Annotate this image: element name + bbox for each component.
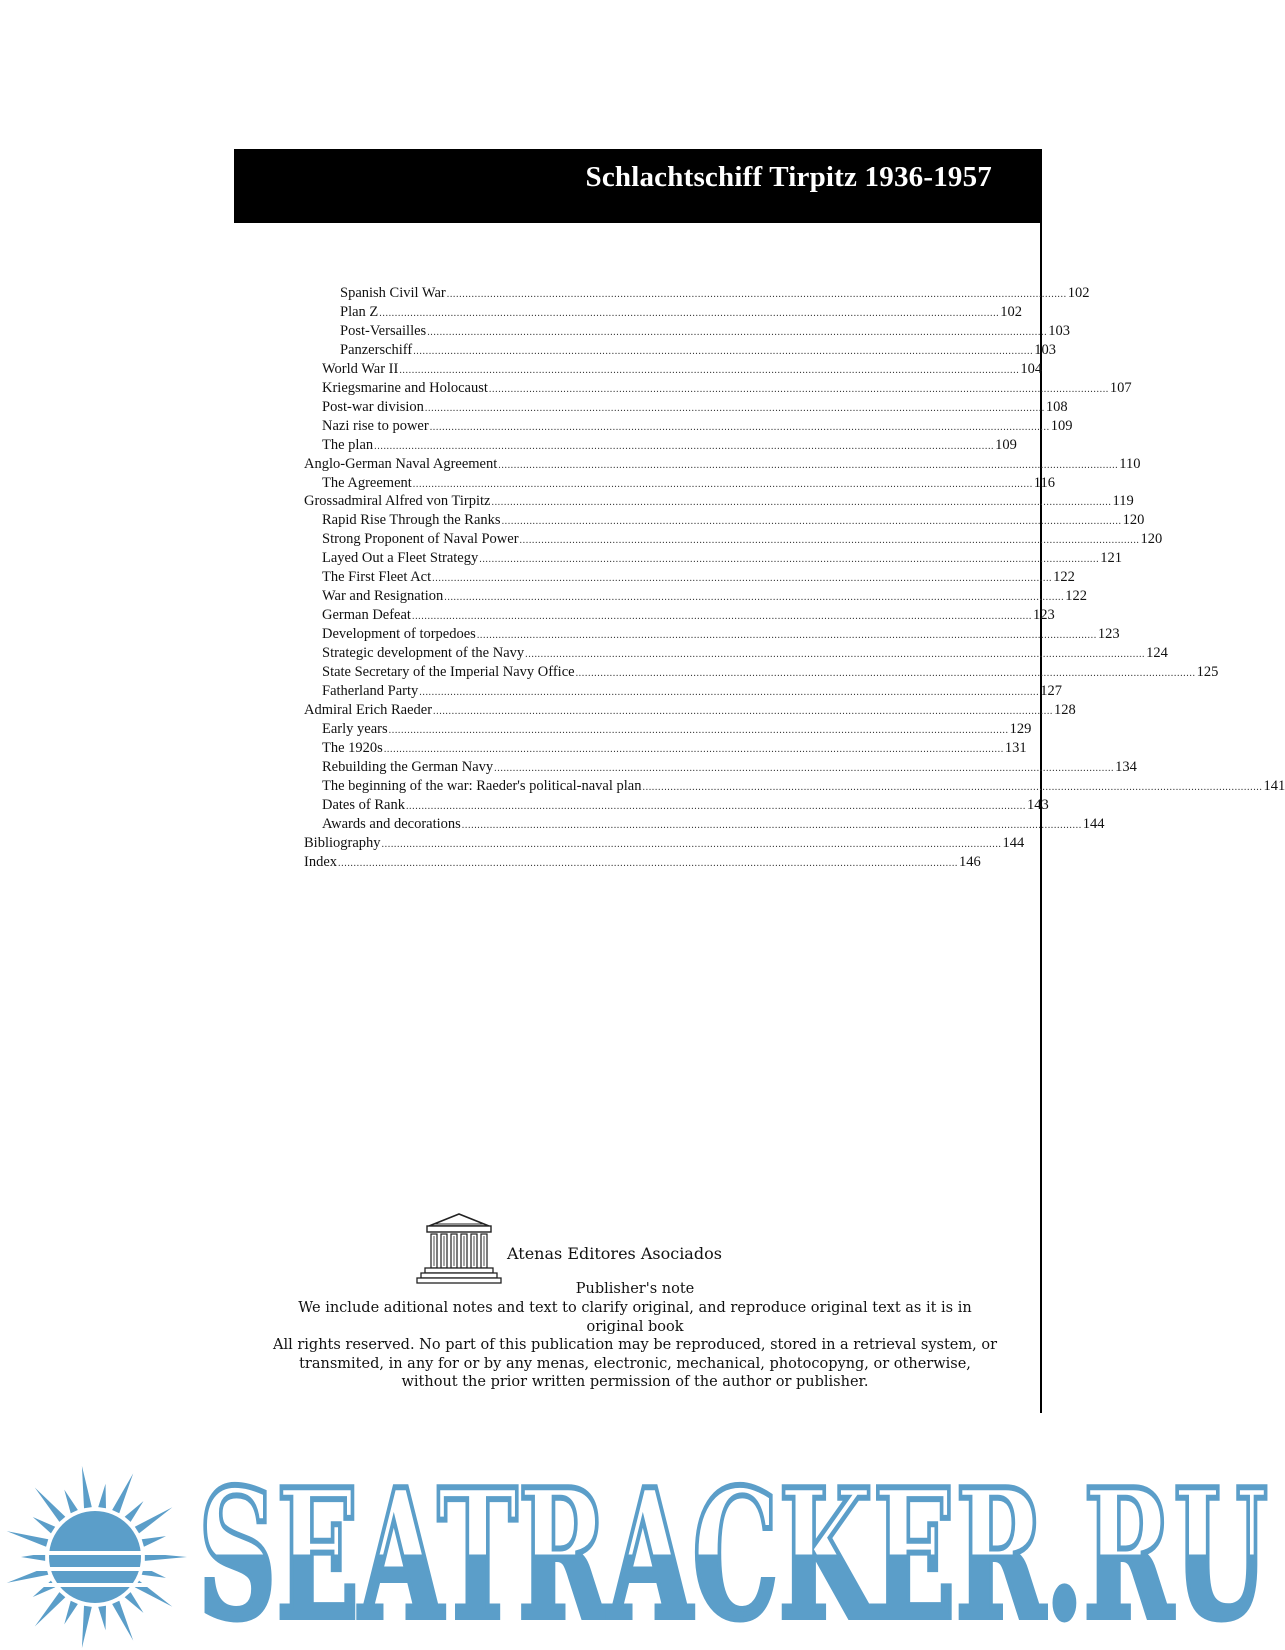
toc-entry-title: Dates of Rank bbox=[322, 796, 405, 813]
toc-entry-page: 128 bbox=[1054, 701, 1076, 718]
toc-entry-title: Strategic development of the Navy bbox=[322, 645, 525, 662]
toc-entry-title: Grossadmiral Alfred von Tirpitz bbox=[304, 493, 491, 510]
toc-entry bbox=[300, 360, 1043, 380]
toc-entry bbox=[300, 626, 1120, 645]
toc-entry-page: 102 bbox=[1067, 285, 1090, 301]
publishers-note-heading: Publisher's note bbox=[575, 1281, 695, 1297]
toc-entry-title: Anglo-German Naval Agreement bbox=[304, 455, 498, 472]
toc-leader-dots: ........................................................................................................................................................................................................ bbox=[461, 819, 1082, 831]
toc-entry-title: Strong Proponent of Naval Power bbox=[322, 531, 519, 548]
toc-entry bbox=[300, 645, 1168, 664]
toc-entry-title: The Agreement bbox=[322, 474, 412, 491]
toc-entry bbox=[300, 607, 1055, 626]
toc-entry-title: Layed Out a Fleet Strategy bbox=[322, 550, 479, 567]
sun-icon bbox=[0, 1445, 200, 1645]
toc-entry bbox=[300, 758, 1137, 778]
toc-entry bbox=[300, 436, 1017, 456]
toc-leader-dots: ........................................................................................................................................................................................................ bbox=[411, 611, 1032, 623]
toc-entry bbox=[300, 664, 1219, 683]
toc-entry-title: The First Fleet Act bbox=[322, 569, 432, 586]
toc-entry-title: The 1920s bbox=[322, 739, 383, 756]
toc-leader-dots: ........................................................................................................................................................................................................ bbox=[427, 326, 1048, 338]
toc-entry bbox=[300, 588, 1087, 607]
toc-entry-page: 103 bbox=[1034, 341, 1056, 358]
toc-entry-page: 131 bbox=[1004, 739, 1027, 756]
toc-entry-title: Nazi rise to power bbox=[322, 417, 429, 434]
toc-entry-title: The beginning of the war: Raeder's political-naval plan bbox=[322, 777, 642, 794]
toc-leader-dots: ........................................................................................................................................................................................................ bbox=[374, 440, 995, 452]
toc-entry bbox=[300, 834, 1025, 854]
toc-entry bbox=[300, 796, 1049, 816]
toc-leader-dots: ........................................................................................................................................................................................................ bbox=[405, 800, 1026, 812]
book-header-bar bbox=[234, 149, 1042, 223]
toc-leader-dots: ........................................................................................................................................................................................................ bbox=[642, 781, 1263, 793]
toc-entry-title: Index bbox=[304, 853, 338, 870]
publisher-name: Atenas Editores Asociados bbox=[507, 1244, 722, 1263]
toc-entry-title: Awards and decorations bbox=[322, 815, 461, 832]
toc-leader-dots: ........................................................................................................................................................................................................ bbox=[446, 289, 1067, 300]
toc-entry-page: 109 bbox=[995, 436, 1017, 453]
toc-entry bbox=[300, 683, 1062, 702]
toc-leader-dots: ........................................................................................................................................................................................................ bbox=[429, 421, 1050, 433]
toc-leader-dots: ........................................................................................................................................................................................................ bbox=[494, 762, 1115, 774]
toc-entry-page: 108 bbox=[1045, 398, 1068, 415]
toc-entry bbox=[300, 341, 1056, 361]
toc-leader-dots: ........................................................................................................................................................................................................ bbox=[424, 402, 1045, 414]
rights-notice: All rights reserved. No part of this publication may be reproduced, stored in a retrieval system, or transmited, in any for or by any menas, electronic, mechanical, photocopyng, or otherwise, without the prior written permission of the author or publisher. bbox=[273, 1337, 997, 1390]
toc-leader-dots: ........................................................................................................................................................................................................ bbox=[575, 668, 1196, 680]
toc-entry-title: Rapid Rise Through the Ranks bbox=[322, 512, 501, 529]
toc-leader-dots: ........................................................................................................................................................................................................ bbox=[479, 554, 1100, 566]
toc-leader-dots: ........................................................................................................................................................................................................ bbox=[432, 573, 1053, 585]
site-name-text: SEATRACKER.RU bbox=[198, 1450, 1268, 1650]
toc-entry-page: 122 bbox=[1065, 588, 1087, 605]
toc-leader-dots: ........................................................................................................................................................................................................ bbox=[338, 857, 959, 869]
toc-entry bbox=[300, 512, 1145, 531]
toc-leader-dots: ........................................................................................................................................................................................................ bbox=[525, 649, 1146, 661]
toc-entry bbox=[300, 379, 1132, 399]
toc-entry-page: 122 bbox=[1053, 569, 1075, 586]
toc-entry-page: 123 bbox=[1097, 626, 1120, 643]
toc-entry bbox=[300, 739, 1027, 759]
toc-leader-dots: ........................................................................................................................................................................................................ bbox=[501, 516, 1122, 528]
table-of-contents bbox=[300, 285, 1285, 873]
toc-leader-dots: ........................................................................................................................................................................................................ bbox=[519, 535, 1140, 547]
toc-entry-page: 144 bbox=[1002, 834, 1025, 851]
toc-entry-title: Spanish Civil War bbox=[340, 285, 446, 301]
toc-entry-title: Bibliography bbox=[304, 834, 381, 851]
toc-entry-page: 146 bbox=[959, 853, 981, 870]
toc-entry-title: Post-war division bbox=[322, 398, 424, 415]
toc-entry bbox=[300, 701, 1076, 721]
toc-entry bbox=[300, 550, 1122, 569]
toc-entry-title: Rebuilding the German Navy bbox=[322, 758, 494, 775]
toc-entry-title: Panzerschiff bbox=[340, 341, 413, 358]
toc-leader-dots: ........................................................................................................................................................................................................ bbox=[444, 592, 1065, 604]
toc-entry-title: German Defeat bbox=[322, 607, 411, 624]
book-title: Schlachtschiff Tirpitz 1936-1957 bbox=[585, 161, 992, 193]
toc-leader-dots: ........................................................................................................................................................................................................ bbox=[412, 478, 1033, 490]
toc-leader-dots: ........................................................................................................................................................................................................ bbox=[433, 705, 1054, 717]
toc-entry-page: 102 bbox=[1000, 303, 1023, 320]
toc-entry bbox=[300, 285, 1090, 304]
toc-leader-dots: ........................................................................................................................................................................................................ bbox=[498, 459, 1119, 471]
toc-entry-page: 144 bbox=[1082, 815, 1105, 832]
toc-entry-page: 104 bbox=[1020, 360, 1043, 377]
toc-entry-page: 121 bbox=[1100, 550, 1122, 567]
toc-entry bbox=[300, 720, 1032, 740]
toc-entry-title: Early years bbox=[322, 720, 388, 737]
toc-entry bbox=[300, 569, 1075, 588]
toc-entry-title: Development of torpedoes bbox=[322, 626, 476, 643]
toc-entry-page: 143 bbox=[1026, 796, 1049, 813]
toc-leader-dots: ........................................................................................................................................................................................................ bbox=[381, 838, 1002, 850]
toc-entry bbox=[300, 853, 981, 873]
toc-entry-page: 125 bbox=[1196, 664, 1219, 681]
toc-entry-title: Fatherland Party bbox=[322, 683, 419, 700]
toc-entry bbox=[300, 531, 1163, 550]
site-watermark bbox=[0, 1445, 1275, 1650]
toc-entry bbox=[300, 417, 1073, 437]
toc-entry-page: 120 bbox=[1122, 512, 1145, 529]
toc-entry bbox=[300, 474, 1056, 494]
toc-leader-dots: ........................................................................................................................................................................................................ bbox=[419, 687, 1040, 699]
toc-leader-dots: ........................................................................................................................................................................................................ bbox=[488, 383, 1109, 395]
toc-entry-page: 116 bbox=[1033, 474, 1056, 491]
toc-entry-page: 129 bbox=[1009, 720, 1032, 737]
toc-entry-title: War and Resignation bbox=[322, 588, 444, 605]
toc-leader-dots: ........................................................................................................................................................................................................ bbox=[399, 364, 1020, 376]
toc-entry-page: 123 bbox=[1032, 607, 1055, 624]
toc-entry-page: 120 bbox=[1140, 531, 1163, 548]
toc-entry-title: Admiral Erich Raeder bbox=[304, 701, 433, 718]
toc-entry bbox=[300, 303, 1023, 323]
toc-entry bbox=[300, 815, 1105, 835]
toc-leader-dots: ........................................................................................................................................................................................................ bbox=[383, 743, 1004, 755]
site-name-logo bbox=[198, 1449, 1275, 1649]
toc-leader-dots: ........................................................................................................................................................................................................ bbox=[491, 497, 1112, 509]
toc-entry-page: 119 bbox=[1112, 493, 1134, 510]
toc-entry-title: Kriegsmarine and Holocaust bbox=[322, 379, 488, 396]
toc-entry-title: State Secretary of the Imperial Navy Office bbox=[322, 664, 575, 681]
toc-entry-page: 110 bbox=[1119, 455, 1141, 472]
temple-icon bbox=[415, 1212, 503, 1285]
toc-entry-page: 127 bbox=[1040, 683, 1062, 700]
toc-leader-dots: ........................................................................................................................................................................................................ bbox=[413, 345, 1034, 357]
toc-entry-page: 141 bbox=[1263, 777, 1285, 794]
toc-entry bbox=[300, 398, 1068, 418]
toc-entry bbox=[300, 493, 1134, 512]
toc-entry-page: 109 bbox=[1050, 417, 1073, 434]
toc-entry-title: Post-Versailles bbox=[340, 322, 427, 339]
toc-entry-page: 124 bbox=[1146, 645, 1168, 662]
publisher-logo bbox=[415, 1212, 815, 1287]
toc-leader-dots: ........................................................................................................................................................................................................ bbox=[476, 630, 1097, 642]
publishers-note-text: We include aditional notes and text to clarify original, and reproduce original text as it is in original book bbox=[298, 1300, 972, 1335]
toc-entry-title: The plan bbox=[322, 436, 374, 453]
toc-leader-dots: ........................................................................................................................................................................................................ bbox=[388, 724, 1009, 736]
toc-entry-page: 103 bbox=[1048, 322, 1070, 339]
toc-entry-title: World War II bbox=[322, 360, 399, 377]
toc-entry bbox=[300, 455, 1141, 475]
toc-leader-dots: ........................................................................................................................................................................................................ bbox=[379, 307, 1000, 319]
toc-entry-title: Plan Z bbox=[340, 303, 379, 320]
toc-entry bbox=[300, 777, 1285, 797]
toc-entry-page: 134 bbox=[1115, 758, 1137, 775]
toc-entry bbox=[300, 322, 1070, 342]
toc-entry-page: 107 bbox=[1109, 379, 1132, 396]
